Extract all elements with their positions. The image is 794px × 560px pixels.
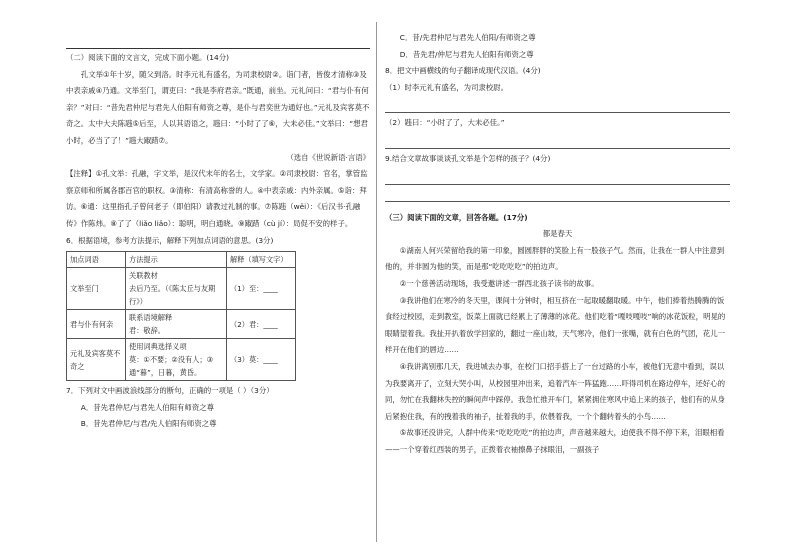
article-paragraph: ③我讲他们在寒冷的冬天里，课间十分钟时，相互挤在一起取暖翻取暖。中午，他们捧着热腾腾的饭食经过校园，走到教室，饭菜上面就已经累上了薄薄的冰花。他们吃着“嘎吱嘎吱”响的冰花饭粒，明晃的眼睛望着我。我扯开扒着放学回家的，翻过一座山坡，天气寒冷，他们一张嘴，就有白色的气团，花儿一样开在他们的唇边…… [385,295,726,355]
answer-line[interactable] [385,170,730,185]
article-paragraph: ⑤故事还没讲完，人群中传来“吃吃吃吃”的拍边声，声音越来越大，迫使我不得不停下来，泪眼相看——一个穿着红西装的男子，正拨着衣袖擦鼻子抹眼泪，一副孩子 [385,428,725,454]
table-header-cell: 解释（填写文字） [227,252,296,268]
hint-line: 关联教材 [129,271,158,281]
table-header-cell: 方法提示 [126,252,227,268]
word-table [66,251,296,381]
article-paragraph: ①湖南人何兴荣留给我的第一印象，圆圆胖胖的笑脸上有一股孩子气。然而，让我在一群人中注意到他的，并非圆为他的笑，而是那“吃吃吃吃”的拍边声。 [385,245,725,272]
table-cell-answer[interactable]: （1）至：____ [227,268,296,310]
answer-line[interactable] [385,187,730,202]
table-row [67,268,296,310]
question-8-2: （2）韪曰：“小时了了，大未必佳。” [385,118,505,128]
question-9: 9.结合文章故事谈谈孔文举是个怎样的孩子？(4分) [385,153,551,163]
passage-source: （选自《世说新语·言语》 [286,152,370,162]
question-7: 7．下列对文中画波浪线部分的断句，正确的一项是（ ）（3分） [66,386,274,396]
article-paragraph: ②一个慈善活动现场，我受邀讲述一群西北孩子读书的故事。 [399,278,599,288]
option-a[interactable]: A．昔先君仲尼/与君先人伯阳有师资之尊 [80,402,214,412]
left-column [66,30,370,433]
table-header-cell: 加点词语 [67,252,126,268]
question-8-1: （1）时李元礼有盛名，为司隶校尉。 [385,82,508,92]
hint-line: 莫：①不要；②没有人；③通“暮”，日暮，黄昏。 [129,355,214,378]
article-title: 都是春天 [542,229,573,239]
classical-passage: 孔文举①年十岁，随父到洛。时李元礼有盛名，为司隶校尉②。诣门者，皆俊才清称③及中表亲戚④乃通。文举至门，谓吏曰：“我是李府君亲。”既通，前坐。元礼问曰：“君与仆有何亲？”对曰：“昔先君仲尼与君先人伯阳有师资之尊，是仆与君奕世为通好也。”元礼及宾客莫不奇之。太中大夫陈韪⑤后至，人以其语语之，韪曰：“小时了了⑥，大未必佳。”文举曰：“想君小时，必当了了！”韪大踧踖⑦。 [66,69,370,145]
option-c[interactable]: C．昔/先君仲尼与君先人伯阳/有师资之尊 [399,33,536,42]
column-divider [376,22,377,542]
table-cell-word: 文举至门 [67,268,126,310]
question-6: 6．根据语境，参考方法提示，解释下列加点词语的意思。(3分) [66,235,274,245]
table-cell-word: 元礼及宾客莫不奇之 [67,339,126,381]
article-paragraph: ④我讲离别那几天，我进城去办事，在校门口招手搭上了一台过路的小车，被他们无意中看到，误以为我要离开了，立刻大哭小叫，从校园里冲出来，追着汽车一阵猛跑……吓得司机在路边停车，还好心的同，勿忙在我翻林失控的瞬间声中踩停。我急忙推开车门，紧紧拥住寒风中追上来的孩子，他们有的从身后紧抱住我，有的拽着我的袖子，扯着我的手，依偎着我，一个个翻转着头的小鸟…… [385,361,725,421]
hint-line: 去后乃至。（《陈太丘与友期行》） [129,284,216,307]
table-row [67,339,296,381]
hint-line: 君：敬辞。 [129,326,165,336]
section-title: （二）阅读下面的文言文，完成下面小题。(14分) [66,53,229,62]
passage-notes: 【注释】①孔文举：孔融，字文举，是汉代末年的名士，文学家。②司隶校尉：官名，掌管监察京师和所属各郡百官的职权。③清称：有清高称誉的人。④中表亲戚：内外亲属。⑤诣：拜访。⑥通：这里指孔子曾问老子（即伯阳）请教过礼制的事。⑦陈韪（wěi）：《后汉书·孔融传》作陈炜。⑧了了（liǎo liǎo）：聪明，明白通晓。⑨踧踖（cù jí）：局促不安的样子。 [66,169,368,228]
question-8: 8．把文中画横线的句子翻译成现代汉语。(4分) [385,66,541,76]
section-3-title: （三）阅读下面的文章，回答各题。(17分) [385,212,528,222]
table-cell-hint [126,339,227,381]
answer-line[interactable] [385,98,730,113]
option-d[interactable]: D．昔先君/仲尼与君先人伯阳有师资之尊 [399,49,534,59]
hint-line: 联系语境解释 [129,313,173,323]
table-cell-hint [126,268,227,310]
hint-line: 使用词典选择义项 [129,342,187,352]
table-cell-answer[interactable]: （2）君：____ [227,310,296,339]
table-cell-word: 君与仆有何亲 [67,310,126,339]
table-header-row [67,252,296,268]
table-row [67,310,296,339]
table-cell-answer[interactable]: （3）莫：____ [227,339,296,381]
answer-line[interactable] [385,134,730,149]
right-column [385,30,730,458]
option-b[interactable]: B．昔先君仲尼/与君/先人伯阳有师资之尊 [80,419,217,429]
table-cell-hint [126,310,227,339]
